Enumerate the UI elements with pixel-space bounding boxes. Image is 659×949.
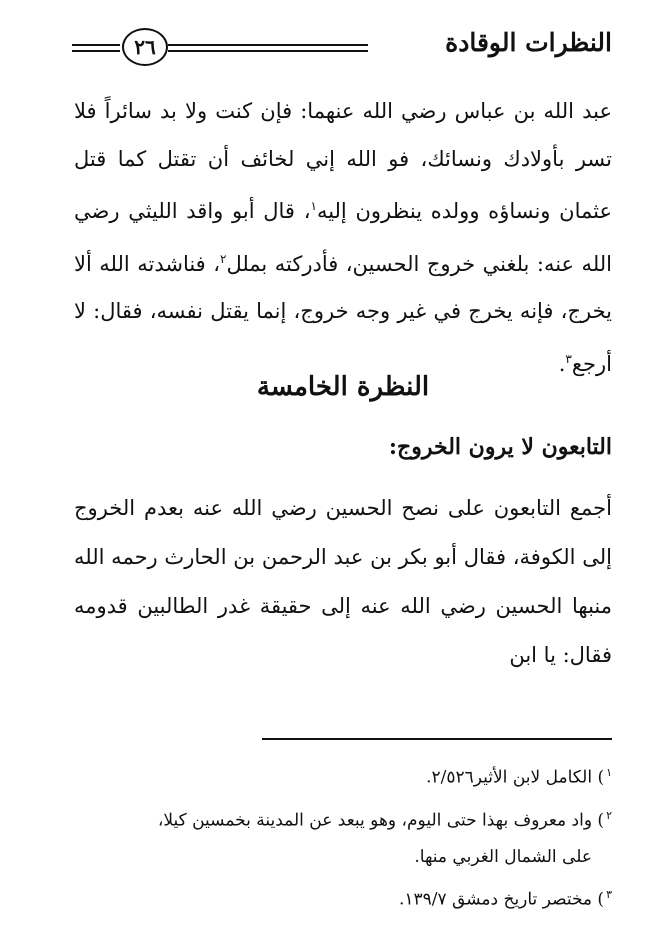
running-title: النظرات الوقادة <box>445 28 612 57</box>
paragraph-one-end: . <box>558 351 566 376</box>
header-rule-middle <box>168 44 368 52</box>
footnote-3-text: ) مختصر تاريخ دمشق ١٣٩/٧. <box>398 889 605 910</box>
footnote-ref-3[interactable]: ٣ <box>565 351 572 366</box>
footnote-2-mark: ٢ <box>606 808 612 822</box>
paragraph-two-text: أجمع التابعون على نصح الحسين رضي الله عنه بعدم الخروج إلى الكوفة، فقال أبو بكر بن عبد الرحمن بن الحارث رحمه الله منبها الحسين رضي الله عنه إلى حقيقة غدر الطالبين قدومه فقال: يا ابن <box>74 496 612 667</box>
footnote-1-mark: ١ <box>606 766 612 779</box>
page-number-badge: ٢٦ <box>122 28 168 66</box>
footnote-separator <box>262 738 612 740</box>
footnote-ref-2[interactable]: ٢ <box>219 251 227 266</box>
footnote-3 <box>74 876 612 919</box>
footnote-ref-1[interactable]: ١ <box>310 199 317 213</box>
footnote-1-text: ) الكامل لابن الأثير٢/٥٢٦. <box>426 767 605 788</box>
footnote-3-mark: ٣ <box>606 888 612 902</box>
footnotes <box>74 754 612 919</box>
paragraph-one-part3: ، فناشدته الله ألا يخرج، فإنه يخرج في غير وجه خروج، إنما يقتل نفسه، فقال: لا أرجع <box>74 251 612 376</box>
footnote-2-continuation: على الشمال الغربي منها. <box>414 847 592 868</box>
footnote-2-text: ) واد معروف بهذا حتى اليوم، وهو يبعد عن المدينة بخمسين كيلا، <box>157 810 605 831</box>
paragraph-one <box>74 88 612 388</box>
section-subheading: التابعون لا يرون الخروج: <box>388 434 612 460</box>
paragraph-one-part2: ، قال أبو واقد الليثي رضي الله عنه: بلغني خروج الحسين، فأدركته بملل <box>74 199 612 276</box>
footnote-1 <box>74 754 612 797</box>
footnote-2 <box>74 797 612 840</box>
running-header <box>72 26 612 66</box>
section-heading: النظرة الخامسة <box>256 372 430 402</box>
header-rule-left <box>72 44 120 52</box>
paragraph-two <box>74 484 612 680</box>
paragraph-one-part1: عبد الله بن عباس رضي الله عنهما: فإن كنت ولا بد سائراً فلا تسر بأولادك ونسائك، فو الله إني لخائف أن تقتل كما قتل عثمان ونساؤه وولده ينظرون إليه <box>74 99 612 223</box>
